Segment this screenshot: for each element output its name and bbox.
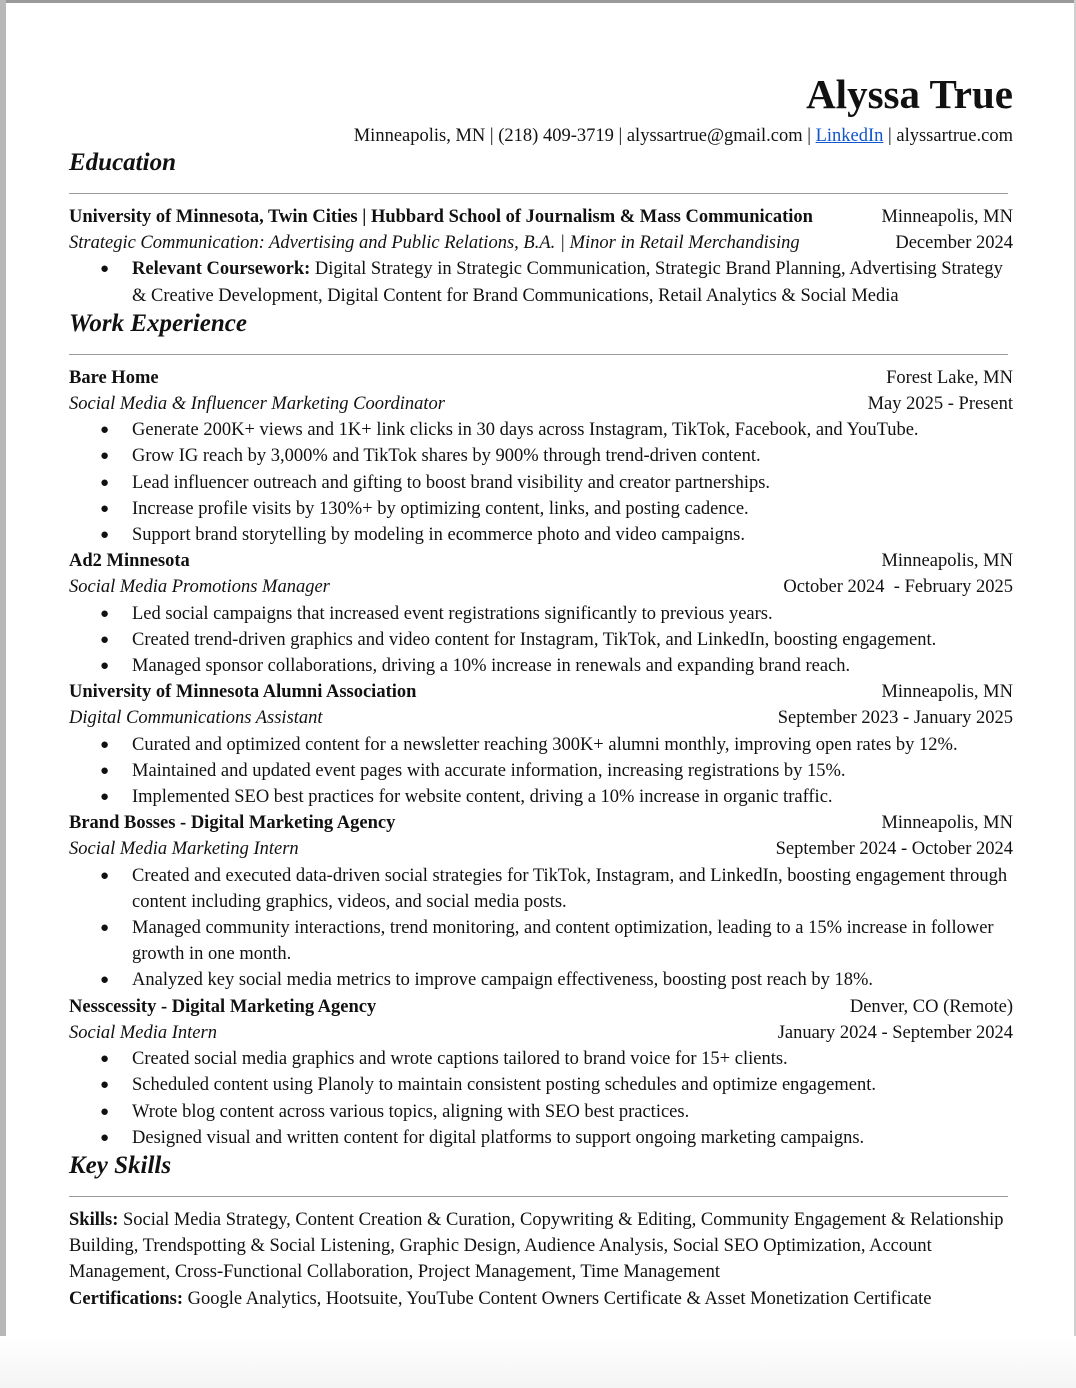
job-location: Minneapolis, MN — [881, 551, 1013, 572]
section-divider — [69, 1196, 1008, 1197]
list-item: ● Increase profile visits by 130%+ by optimizing content, links, and posting cadence. — [69, 496, 1013, 522]
job-role: Social Media Marketing Intern — [69, 839, 299, 860]
job-location: Forest Lake, MN — [886, 367, 1013, 388]
list-item: ● Led social campaigns that increased event registrations significantly to previous years. — [69, 601, 1013, 627]
list-item: ● Wrote blog content across various topics, aligning with SEO best practices. — [69, 1099, 1013, 1125]
job-dates: October 2024 - February 2025 — [783, 577, 1013, 598]
skills-paragraph — [69, 1207, 1013, 1286]
certifications-label: Certifications: — [69, 1288, 184, 1309]
job-bullets — [69, 732, 1013, 811]
job-bullets — [69, 601, 1013, 680]
list-item: ● Managed sponsor collaborations, driving a 10% increase in renewals and expanding brand reach. — [69, 653, 1013, 679]
graduation-date: December 2024 — [895, 233, 1013, 254]
section-title-skills: Key Skills — [69, 1151, 172, 1179]
list-item: ● Support brand storytelling by modeling in ecommerce photo and video campaigns. — [69, 522, 1013, 548]
job-entry — [69, 679, 1013, 810]
contact-line: Minneapolis, MN | (218) 409-3719 | alyssartrue@gmail.com | LinkedIn | alyssartrue.com — [353, 126, 1013, 146]
section-divider — [69, 354, 1008, 355]
window-top-edge — [0, 0, 1076, 3]
coursework-label: Relevant Coursework: — [132, 259, 311, 280]
job-company: Bare Home — [69, 367, 159, 388]
job-company: Ad2 Minnesota — [69, 551, 190, 572]
job-dates: May 2025 - Present — [867, 394, 1013, 415]
job-entry — [69, 365, 1013, 548]
job-dates: January 2024 - September 2024 — [777, 1022, 1013, 1043]
education-header — [69, 204, 1013, 230]
resume-name: Alyssa True — [806, 71, 1013, 117]
list-item: ● Implemented SEO best practices for website content, driving a 10% increase in organic traffic. — [69, 784, 1013, 810]
contact-location: Minneapolis, MN — [353, 126, 486, 146]
job-role: Social Media Intern — [69, 1022, 217, 1043]
certifications-text: Google Analytics, Hootsuite, YouTube Content Owners Certificate & Asset Monetization Certificate — [187, 1288, 932, 1309]
school-name: University of Minnesota, Twin Cities | Hubbard School of Journalism & Mass Communication — [69, 207, 813, 227]
window-left-edge — [0, 0, 6, 1388]
list-item — [69, 256, 1013, 308]
job-company: Nesscessity - Digital Marketing Agency — [69, 996, 377, 1017]
degree: Strategic Communication: Advertising and Public Relations, B.A. | Minor in Retail Merchandising — [69, 233, 800, 254]
job-company: University of Minnesota Alumni Association — [69, 682, 417, 703]
contact-phone: (218) 409-3719 — [498, 126, 614, 146]
list-item: ● Created and executed data-driven social strategies for TikTok, Instagram, and LinkedIn, boosting engagement through content including graphics, videos, and social media posts. — [69, 863, 1013, 915]
job-entry — [69, 810, 1013, 993]
contact-email: alyssartrue@gmail.com — [626, 126, 803, 146]
education-degree-row — [69, 230, 1013, 256]
job-role: Social Media Promotions Manager — [69, 577, 330, 598]
job-bullets — [69, 1046, 1013, 1151]
job-entry — [69, 994, 1013, 1151]
job-dates: September 2024 - October 2024 — [775, 839, 1013, 860]
list-item: ● Curated and optimized content for a newsletter reaching 300K+ alumni monthly, improving open rates by 12%. — [69, 732, 1013, 758]
page-bottom-shadow — [0, 1336, 1076, 1388]
job-location: Minneapolis, MN — [881, 813, 1013, 834]
job-entry — [69, 548, 1013, 679]
contact-website: alyssartrue.com — [896, 126, 1013, 146]
job-location: Denver, CO (Remote) — [849, 996, 1013, 1017]
list-item: ● Scheduled content using Planoly to maintain consistent posting schedules and optimize engagement. — [69, 1072, 1013, 1098]
list-item: ● Lead influencer outreach and gifting to boost brand visibility and creator partnerships. — [69, 470, 1013, 496]
job-role: Social Media & Influencer Marketing Coordinator — [69, 394, 445, 415]
list-item: ● Designed visual and written content for digital platforms to support ongoing marketing campaigns. — [69, 1125, 1013, 1151]
job-role: Digital Communications Assistant — [69, 708, 323, 729]
education-bullets — [69, 256, 1013, 308]
job-company: Brand Bosses - Digital Marketing Agency — [69, 813, 396, 834]
section-title-work: Work Experience — [69, 309, 247, 337]
section-divider — [69, 193, 1008, 194]
skills-text: Social Media Strategy, Content Creation & Curation, Copywriting & Editing, Community Engagement & Relationship Building, Trendspotting & Social Listening, Graphic Design, Audience Analysis, Social SEO Optimization, Account Management, Cross-Functional Collaboration, Project Management, Time Management — [69, 1209, 1004, 1283]
list-item: ● Created trend-driven graphics and video content for Instagram, TikTok, and LinkedIn, boosting engagement. — [69, 627, 1013, 653]
school-location: Minneapolis, MN — [881, 207, 1013, 227]
job-bullets — [69, 417, 1013, 548]
list-item: ● Grow IG reach by 3,000% and TikTok shares by 900% through trend-driven content. — [69, 443, 1013, 469]
list-item: ● Analyzed key social media metrics to improve campaign effectiveness, boosting post reach by 18%. — [69, 967, 1013, 993]
resume-page — [69, 68, 1013, 1312]
list-item: ● Generate 200K+ views and 1K+ link clicks in 30 days across Instagram, TikTok, Facebook, and YouTube. — [69, 417, 1013, 443]
coursework-text: Digital Strategy in Strategic Communication, Strategic Brand Planning, Advertising Strategy & Creative Development, Digital Content for Brand Communications, Retail Analytics & Social Media — [132, 259, 1003, 306]
certifications-paragraph — [69, 1286, 1013, 1312]
list-item: ● Maintained and updated event pages with accurate information, increasing registrations by 15%. — [69, 758, 1013, 784]
list-item: ● Managed community interactions, trend monitoring, and content optimization, leading to a 15% increase in follower growth in one month. — [69, 915, 1013, 967]
skills-label: Skills: — [69, 1209, 119, 1230]
section-title-education: Education — [69, 149, 176, 176]
job-dates: September 2023 - January 2025 — [777, 708, 1013, 729]
list-item: ● Created social media graphics and wrote captions tailored to brand voice for 15+ clients. — [69, 1046, 1013, 1072]
linkedin-link[interactable]: LinkedIn — [815, 126, 884, 146]
job-location: Minneapolis, MN — [881, 682, 1013, 703]
job-bullets — [69, 863, 1013, 994]
